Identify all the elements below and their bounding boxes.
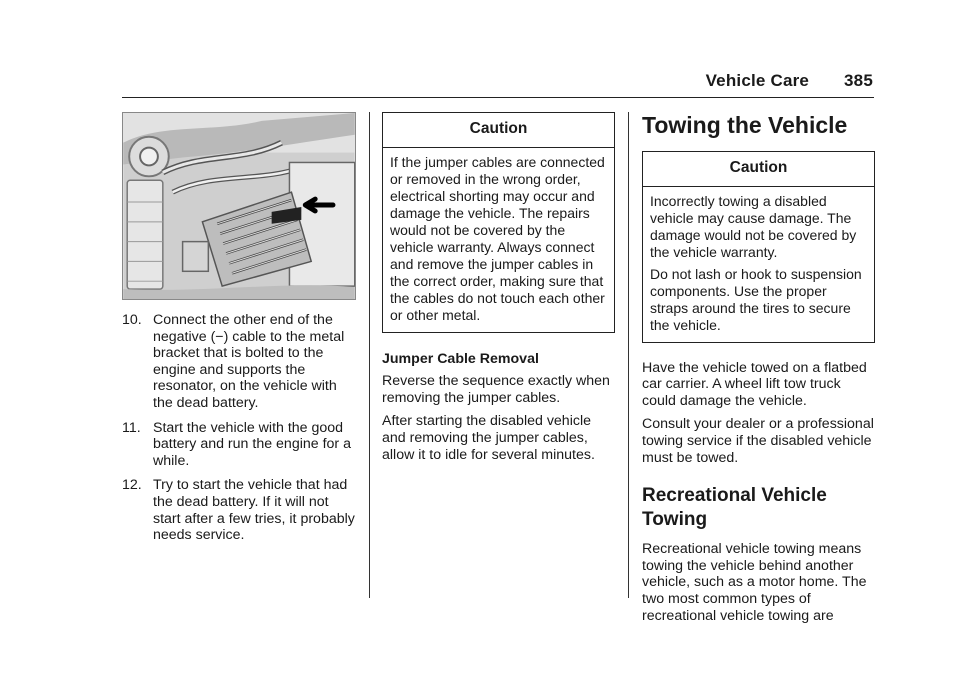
step-number: 10. (122, 312, 142, 328)
caution-text: If the jumper cables are connected or removed in the wrong order, electrical shorting may occur and damage the vehicle. The repairs would not be covered by the vehicle warranty. Always connect and remove the jumper cables in the correct order, making sure that the cables do not touch each other or other metal. (390, 153, 605, 323)
caution-text: Do not lash or hook to suspension components. Use the proper straps around the tires to secure the vehicle. (650, 265, 862, 333)
caution-text: Incorrectly towing a disabled vehicle may cause damage. The damage would not be covered by the vehicle warranty. (650, 192, 857, 260)
column-middle (382, 112, 615, 470)
list-item (122, 477, 358, 543)
header-rule (122, 97, 874, 98)
instruction-list (122, 312, 358, 544)
subsection-heading: Recreational Vehicle Towing (642, 485, 827, 531)
paragraph: Have the vehicle towed on a flatbed car carrier. A wheel lift tow truck could damage the vehicle. (642, 359, 867, 409)
caution-title: Caution (643, 152, 874, 187)
section-title: Vehicle Care (705, 71, 810, 90)
caution-title: Caution (383, 113, 614, 148)
column-left (122, 112, 358, 552)
column-divider (369, 112, 370, 598)
paragraph: Recreational vehicle towing means towing the vehicle behind another vehicle, such as a motor home. The two most common types of recreational vehicle towing are (642, 541, 867, 624)
list-item (122, 312, 358, 412)
paragraph: Reverse the sequence exactly when removing the jumper cables. (382, 373, 610, 406)
paragraph: Consult your dealer or a professional towing service if the disabled vehicle must be towed. (642, 416, 874, 466)
step-text: Connect the other end of the negative (−) cable to the metal bracket that is bolted to the engine and supports the resonator, on the vehicle with the dead battery. (153, 312, 345, 411)
page-header (706, 71, 873, 91)
step-number: 12. (122, 477, 142, 494)
paragraph: After starting the disabled vehicle and removing the jumper cables, allow it to idle for several minutes. (382, 413, 595, 463)
page-number: 385 (844, 71, 873, 90)
caution-box (382, 112, 615, 333)
column-divider (628, 112, 629, 598)
step-text: Start the vehicle with the good battery and run the engine for a while. (153, 419, 351, 469)
section-heading: Towing the Vehicle (642, 112, 848, 138)
step-text: Try to start the vehicle that had the dead battery. If it will not start after a few tries, it probably needs service. (153, 477, 355, 544)
step-number: 11. (122, 419, 141, 436)
engine-bay-illustration (122, 112, 356, 300)
column-right (642, 112, 875, 631)
subheading: Jumper Cable Removal (382, 350, 539, 367)
list-item (122, 420, 358, 470)
caution-box (642, 151, 875, 343)
